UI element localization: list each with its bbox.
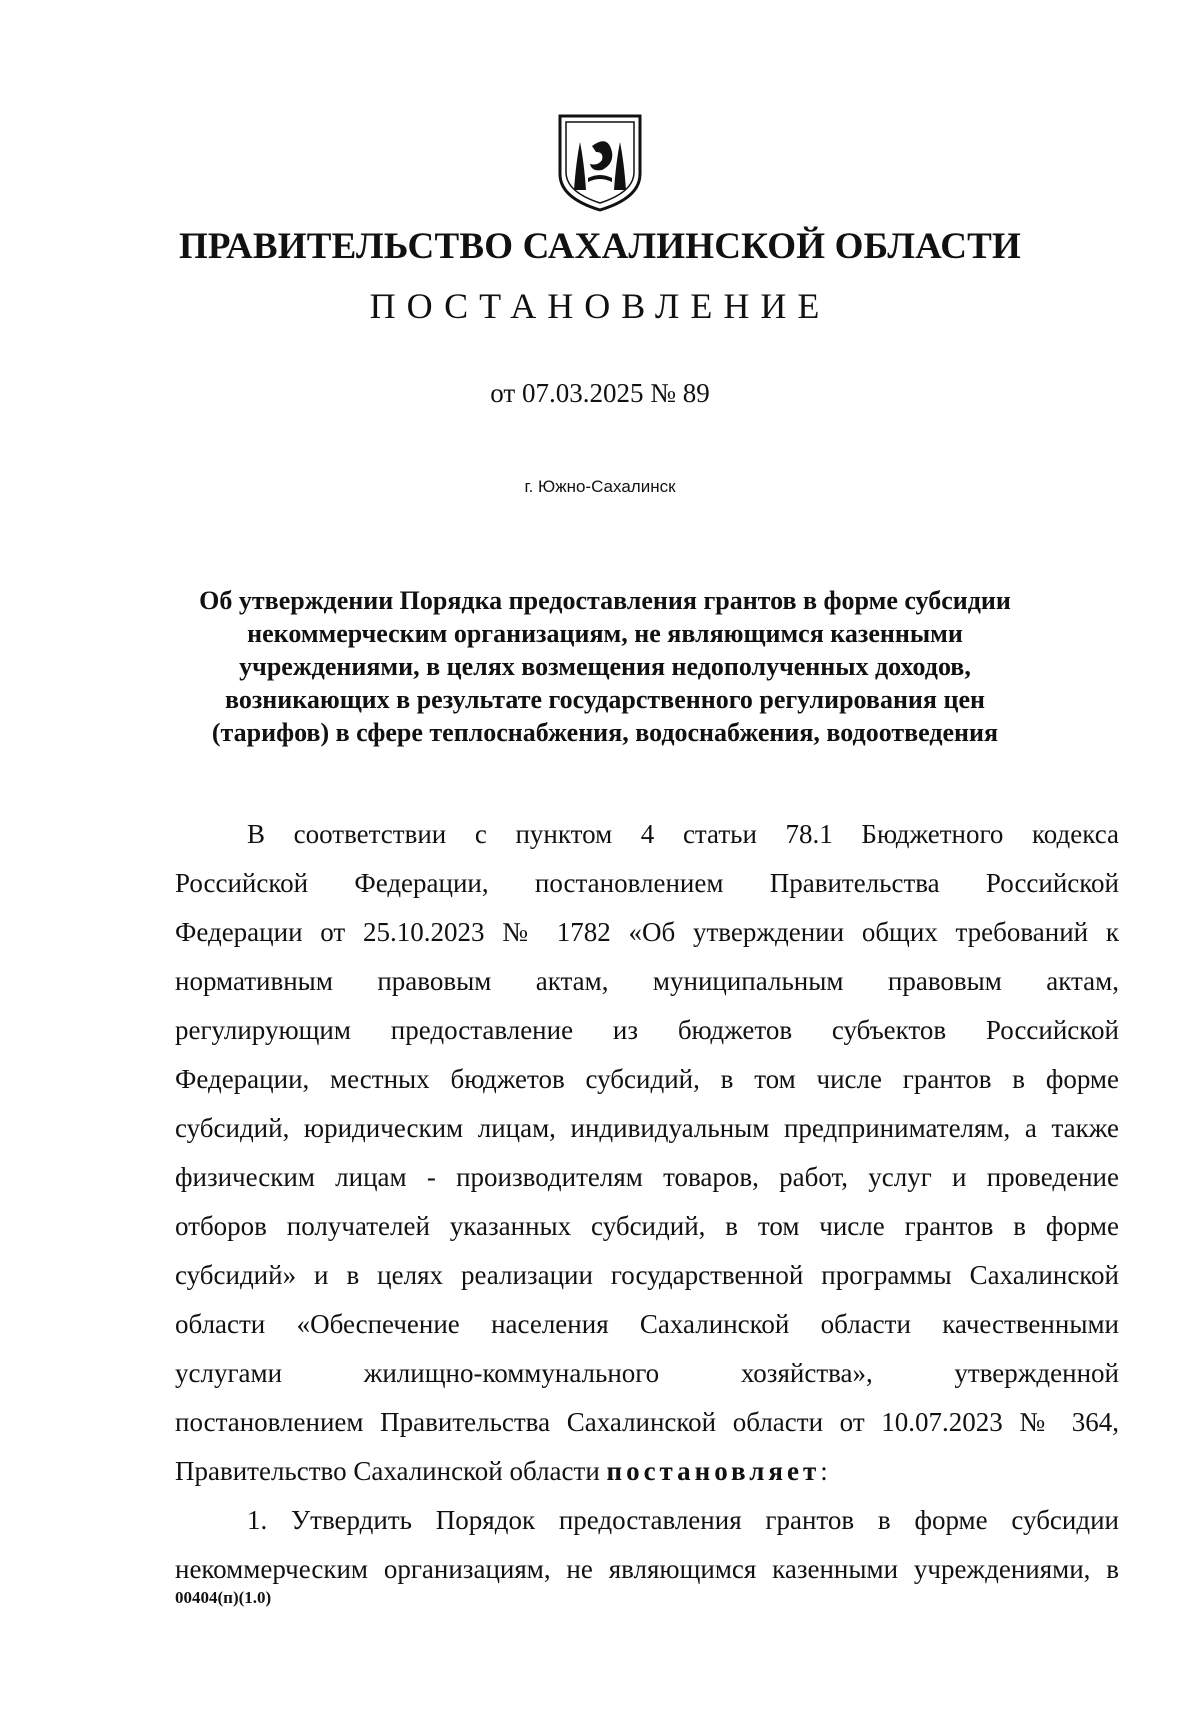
body-line: услугами жилищно-коммунального хозяйства», утвержденной xyxy=(175,1358,1119,1388)
subject-line: (тарифов) в сфере теплоснабжения, водоснабжения, водоотведения xyxy=(211,718,999,747)
body-line: нормативным правовым актам, муниципальным правовым актам, xyxy=(175,966,1119,996)
body-line: области «Обеспечение населения Сахалинской области качественными xyxy=(175,1309,1119,1339)
subject-line: учреждениями, в целях возмещения недополученных доходов, xyxy=(239,652,971,681)
body-line: субсидий» и в целях реализации государственной программы Сахалинской xyxy=(175,1260,1119,1290)
document-place: г. Южно-Сахалинск xyxy=(524,477,676,496)
resolution-suffix: : xyxy=(820,1456,828,1486)
body-line: регулирующим предоставление из бюджетов субъектов Российской xyxy=(175,1015,1119,1045)
body-line: субсидий, юридическим лицам, индивидуальным предпринимателям, а также xyxy=(175,1113,1119,1143)
subject-line: некоммерческим организациям, не являющимся казенными xyxy=(247,619,963,648)
body-line: постановлением Правительства Сахалинской области от 10.07.2023 № 364, xyxy=(175,1407,1119,1437)
body-line: Федерации, местных бюджетов субсидий, в том числе грантов в форме xyxy=(175,1064,1119,1094)
item-line: 1. Утвердить Порядок предоставления грантов в форме субсидии xyxy=(247,1505,1119,1535)
document-date-number: от 07.03.2025 № 89 xyxy=(490,378,710,408)
document-body xyxy=(175,810,1119,1594)
resolution-line xyxy=(175,1447,1119,1496)
document-subject xyxy=(175,584,1035,749)
item-line: некоммерческим организациям, не являющимся казенными учреждениями, в xyxy=(175,1554,1119,1584)
body-line: Российской Федерации, постановлением Правительства Российской xyxy=(175,868,1119,898)
organization-title: ПРАВИТЕЛЬСТВО САХАЛИНСКОЙ ОБЛАСТИ xyxy=(178,226,1022,267)
form-code: 00404(п)(1.0) xyxy=(175,1588,272,1607)
subject-line: возникающих в результате государственного регулирования цен xyxy=(225,685,985,714)
resolution-keyword: постановляет xyxy=(606,1456,821,1486)
resolution-prefix: Правительство Сахалинской области xyxy=(175,1456,607,1486)
body-line: отборов получателей указанных субсидий, в том числе грантов в форме xyxy=(175,1211,1119,1241)
body-line: физическим лицам - производителям товаров, работ, услуг и проведение xyxy=(175,1162,1119,1192)
body-line: В соответствии с пунктом 4 статьи 78.1 Бюджетного кодекса xyxy=(247,819,1119,849)
sakhalin-coat-of-arms-icon xyxy=(552,112,648,212)
document-type: ПОСТАНОВЛЕНИЕ xyxy=(369,286,831,326)
subject-line: Об утверждении Порядка предоставления грантов в форме субсидии xyxy=(199,586,1011,615)
body-line: Федерации от 25.10.2023 № 1782 «Об утверждении общих требований к xyxy=(175,917,1119,947)
